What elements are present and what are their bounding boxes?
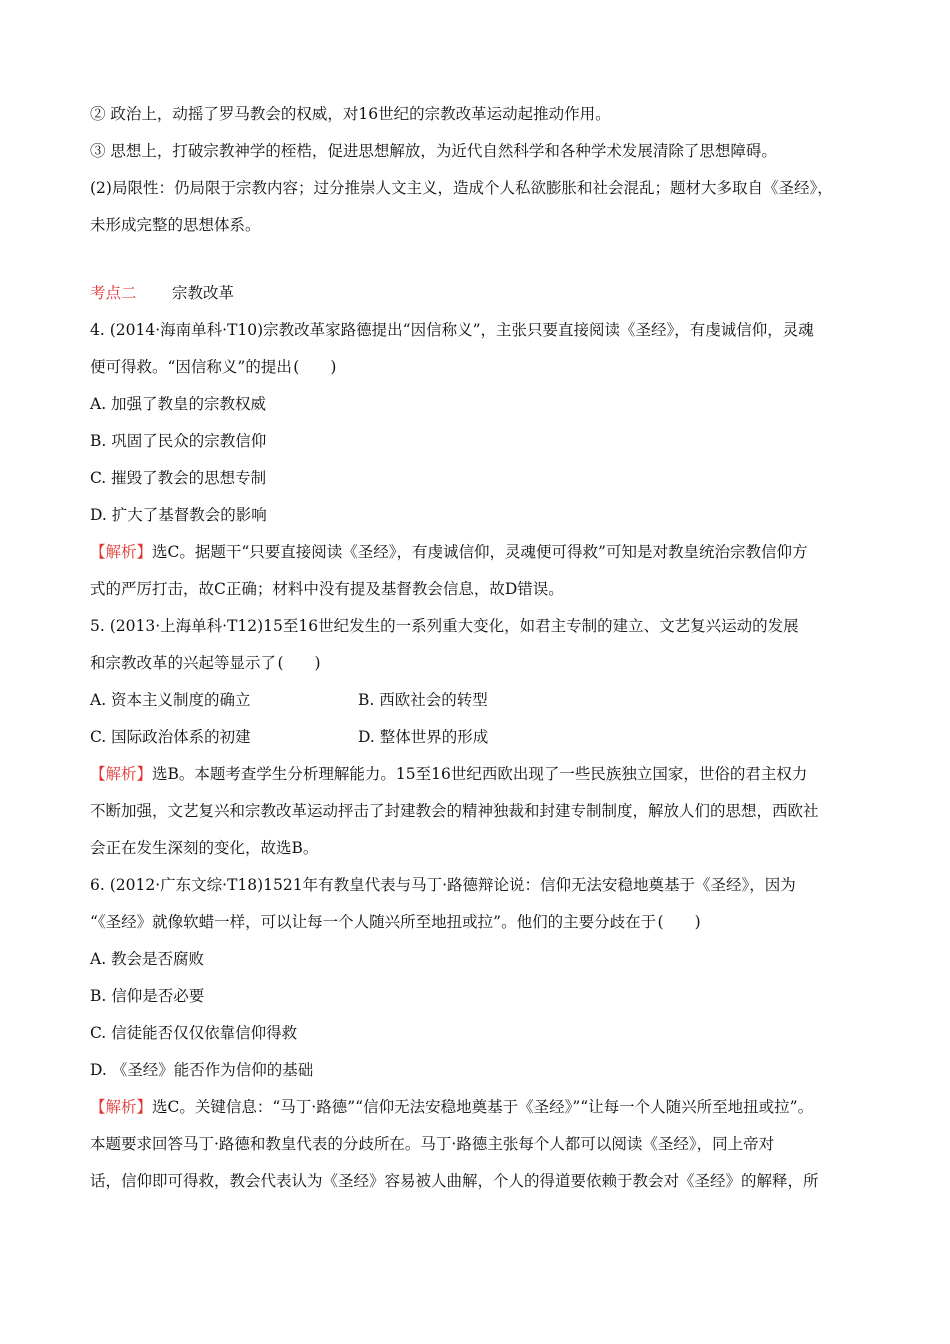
document-page xyxy=(90,96,870,1200)
q4-option-c: C. 摧毁了教会的思想专制 xyxy=(90,469,267,487)
q6-analysis-line-3: 话，信仰即可得救，教会代表认为《圣经》容易被人曲解，个人的得道要依赖于教会对《圣经》的解释，所 xyxy=(90,1172,819,1190)
q4-analysis-tag: 【解析】 xyxy=(90,543,153,561)
q5-stem-text: 和宗教改革的兴起等显示了 xyxy=(90,654,277,672)
q4-option-d: D. 扩大了基督教会的影响 xyxy=(90,506,267,524)
q6-answer-blank: ( ) xyxy=(657,913,701,931)
q4-analysis-line-2: 式的严厉打击，故C正确；材料中没有提及基督教会信息，故D错误。 xyxy=(90,580,564,598)
q4-stem-line-1: 4. (2014·海南单科·T10)宗教改革家路德提出“因信称义”，主张只要直接阅读《圣经》，有虔诚信仰，灵魂 xyxy=(90,321,814,339)
q6-stem-line-1: 6. (2012·广东文综·T18)1521年有教皇代表与马丁·路德辩论说：信仰无法安稳地奠基于《圣经》，因为 xyxy=(90,876,796,894)
q5-answer-blank: ( ) xyxy=(277,654,321,672)
q5-stem-line-2 xyxy=(90,645,870,682)
q4-answer-blank: ( ) xyxy=(293,358,337,376)
point-political: ② 政治上，动摇了罗马教会的权威，对16世纪的宗教改革运动起推动作用。 xyxy=(90,105,611,123)
q5-options-row-1 xyxy=(90,682,870,719)
q5-options-row-2 xyxy=(90,719,870,756)
q6-stem-text: “《圣经》就像软蜡一样，可以让每一个人随兴所至地扭或拉”。他们的主要分歧在于 xyxy=(90,913,657,931)
section-label: 考点二 xyxy=(90,284,137,302)
q5-analysis-line-1 xyxy=(90,756,870,793)
point-thought: ③ 思想上，打破宗教神学的桎梏，促进思想解放，为近代自然科学和各种学术发展清除了思想障碍。 xyxy=(90,142,777,160)
q4-stem-text: 便可得救。“因信称义”的提出 xyxy=(90,358,292,376)
q6-stem-line-2 xyxy=(90,904,870,941)
q6-analysis-line-2: 本题要求回答马丁·路德和教皇代表的分歧所在。马丁·路德主张每个人都可以阅读《圣经》，同上帝对 xyxy=(90,1135,775,1153)
q5-stem-line-1: 5. (2013·上海单科·T12)15至16世纪发生的一系列重大变化，如君主专制的建立、文艺复兴运动的发展 xyxy=(90,617,799,635)
q5-analysis-text: 选B。本题考查学生分析理解能力。15至16世纪西欧出现了一些民族独立国家，世俗的君主权力 xyxy=(152,765,808,783)
q4-analysis-text: 选C。据题干“只要直接阅读《圣经》，有虔诚信仰，灵魂便可得救”可知是对教皇统治宗教信仰方 xyxy=(152,543,808,561)
q5-option-a: A. 资本主义制度的确立 xyxy=(90,691,251,709)
q5-option-c: C. 国际政治体系的初建 xyxy=(90,728,251,746)
q6-option-c: C. 信徒能否仅仅依靠信仰得救 xyxy=(90,1024,298,1042)
section-heading xyxy=(90,275,870,312)
section-title: 宗教改革 xyxy=(172,284,235,302)
limitation-line-1: (2)局限性：仍局限于宗教内容；过分推崇人文主义，造成个人私欲膨胀和社会混乱；题材大多取自《圣经》， xyxy=(90,179,833,197)
q5-analysis-tag: 【解析】 xyxy=(90,765,153,783)
q6-analysis-tag: 【解析】 xyxy=(90,1098,153,1116)
limitation-line-2: 未形成完整的思想体系。 xyxy=(90,216,261,234)
section-spacer xyxy=(90,244,870,275)
q4-option-b: B. 巩固了民众的宗教信仰 xyxy=(90,432,267,450)
q6-analysis-line-1 xyxy=(90,1089,870,1126)
q5-option-d: D. 整体世界的形成 xyxy=(358,728,489,746)
q6-analysis-text: 选C。关键信息：“马丁·路德”“信仰无法安稳地奠基于《圣经》”“让每一个人随兴所至地扭或拉”。 xyxy=(152,1098,814,1116)
q4-stem-line-2 xyxy=(90,349,870,386)
q6-option-d: D. 《圣经》能否作为信仰的基础 xyxy=(90,1061,314,1079)
q6-option-a: A. 教会是否腐败 xyxy=(90,950,205,968)
q6-option-b: B. 信仰是否必要 xyxy=(90,987,205,1005)
q5-option-b: B. 西欧社会的转型 xyxy=(358,691,488,709)
q4-analysis-line-1 xyxy=(90,534,870,571)
q4-option-a: A. 加强了教皇的宗教权威 xyxy=(90,395,267,413)
q5-analysis-line-2: 不断加强，文艺复兴和宗教改革运动抨击了封建教会的精神独裁和封建专制制度，解放人们的思想，西欧社 xyxy=(90,802,819,820)
q5-analysis-line-3: 会正在发生深刻的变化，故选B。 xyxy=(90,839,319,857)
